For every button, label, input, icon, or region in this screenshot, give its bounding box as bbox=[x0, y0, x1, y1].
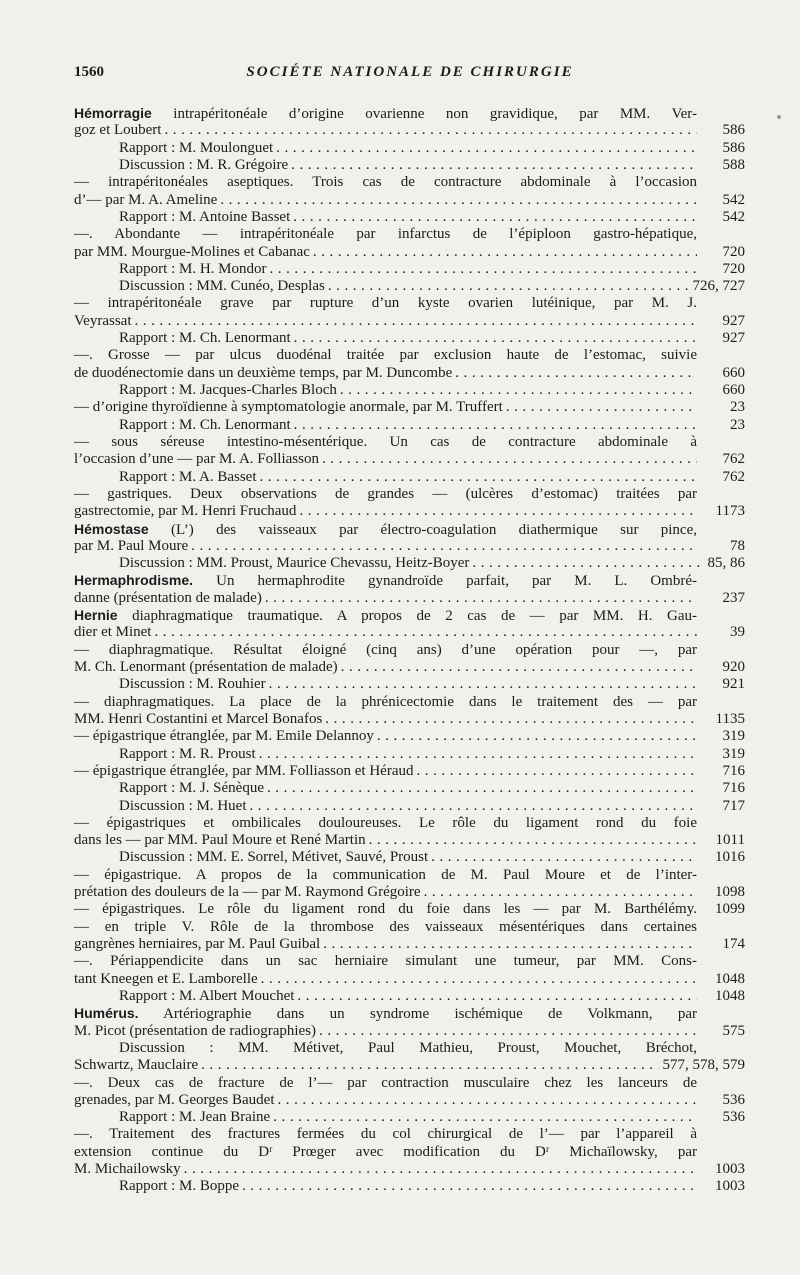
page-reference: 927 bbox=[722, 330, 745, 347]
entry-body: —. Périappendicite dans un sac herniaire simulant une tumeur, par MM. Cons- bbox=[74, 953, 697, 970]
dot-leader bbox=[257, 469, 698, 486]
index-line bbox=[74, 919, 697, 936]
entry-text bbox=[74, 1075, 697, 1092]
page-reference: 1173 bbox=[715, 503, 745, 520]
index-line bbox=[74, 226, 697, 243]
index-line bbox=[74, 1075, 697, 1092]
entry-body: prétation des douleurs de la — par M. Raymond Grégoire bbox=[74, 884, 421, 901]
dot-leader bbox=[262, 590, 697, 607]
page-reference: 660 bbox=[722, 382, 745, 398]
dot-leader bbox=[294, 988, 697, 1005]
dot-leader bbox=[290, 209, 697, 226]
entry-body: Artériographie dans un syndrome ischémique de Volkmann, par bbox=[138, 1006, 697, 1023]
entry-body: extension continue du Dʳ Prœger avec modification du Dʳ Michaïlowsky, par bbox=[74, 1143, 697, 1160]
entry-text bbox=[74, 105, 697, 123]
entry-body: Rapport : M. Ch. Lenormant bbox=[119, 416, 291, 433]
page-reference: 586 bbox=[722, 122, 745, 139]
dot-leader bbox=[374, 728, 697, 745]
dot-leader bbox=[264, 780, 697, 797]
entry-text bbox=[74, 521, 697, 539]
dot-leader bbox=[338, 659, 697, 676]
entry-body: diaphragmatique traumatique. A propos de 2 cas de — par MM. H. Gau- bbox=[117, 608, 697, 625]
page-reference: 1003 bbox=[715, 1161, 745, 1178]
page-reference: 575 bbox=[722, 1022, 745, 1039]
index-line bbox=[74, 936, 745, 953]
entry-body: — d’origine thyroïdienne à symptomatologie anormale, par M. Truffert bbox=[74, 399, 503, 416]
entry-body: — intrapéritonéale grave par rupture d’un kyste ovarien lutéinique, par M. J. bbox=[74, 295, 697, 312]
index-line bbox=[74, 451, 745, 468]
dot-leader bbox=[161, 122, 697, 139]
dot-leader bbox=[421, 884, 697, 901]
page-reference: 39 bbox=[730, 624, 745, 641]
running-title: SOCIÉTE NATIONALE DE CHIRURGIE bbox=[246, 64, 574, 80]
index-line bbox=[74, 676, 745, 693]
dot-leader bbox=[325, 278, 689, 295]
index-line bbox=[74, 399, 745, 416]
entry-keyword: Hémorragie bbox=[74, 105, 152, 121]
dot-leader bbox=[131, 313, 697, 330]
index-line bbox=[74, 884, 745, 901]
entry-body: Discussion : M. Huet bbox=[119, 797, 247, 814]
entry-text bbox=[74, 953, 697, 970]
index-line bbox=[74, 174, 697, 191]
index-line bbox=[74, 1109, 745, 1126]
index-line bbox=[74, 607, 697, 624]
index-line bbox=[74, 434, 697, 451]
entry-text bbox=[74, 295, 697, 312]
index-line bbox=[74, 953, 697, 970]
index-line bbox=[74, 867, 697, 884]
index-line bbox=[74, 243, 745, 261]
index-line bbox=[74, 364, 745, 382]
entry-body: Discussion : M. Rouhier bbox=[119, 676, 266, 693]
index-line bbox=[74, 745, 745, 763]
page-reference: 1048 bbox=[715, 970, 745, 987]
index-line bbox=[74, 642, 697, 659]
page-reference: 536 bbox=[722, 1109, 745, 1126]
index-line bbox=[74, 815, 697, 832]
index-line bbox=[74, 1126, 697, 1143]
index-line bbox=[74, 901, 745, 918]
index-line bbox=[74, 486, 697, 503]
index-entries bbox=[74, 105, 745, 1196]
dot-leader bbox=[428, 849, 697, 866]
entry-body: —. Deux cas de fracture de l’— par contraction musculaire chez les lanceurs de bbox=[74, 1074, 697, 1091]
dot-leader bbox=[310, 244, 697, 261]
index-line bbox=[74, 572, 697, 589]
index-line bbox=[74, 208, 745, 226]
page-reference: 319 bbox=[722, 745, 745, 762]
index-line bbox=[74, 278, 745, 295]
entry-body: Discussion : MM. Proust, Maurice Chevassu, Heitz-Boyer bbox=[119, 555, 470, 572]
entry-body: gastrectomie, par M. Henri Fruchaud bbox=[74, 503, 297, 520]
page-reference: 927 bbox=[722, 312, 745, 329]
dot-leader bbox=[503, 399, 697, 416]
index-line bbox=[74, 1144, 697, 1161]
page-reference: 588 bbox=[722, 156, 745, 173]
entry-body: dans les — par MM. Paul Moure et René Martin bbox=[74, 832, 366, 849]
entry-body: Rapport : M. Jean Braine bbox=[119, 1109, 271, 1126]
index-line bbox=[74, 970, 745, 988]
index-line bbox=[74, 105, 697, 122]
dot-leader bbox=[267, 261, 698, 278]
dot-leader bbox=[256, 746, 697, 763]
index-line bbox=[74, 521, 697, 538]
index-line bbox=[74, 589, 745, 607]
page-reference: 720 bbox=[722, 243, 745, 260]
page-reference: 536 bbox=[722, 1091, 745, 1108]
index-line bbox=[74, 832, 745, 849]
index-line bbox=[74, 555, 745, 572]
dot-leader bbox=[316, 1023, 697, 1040]
entry-body: Rapport : M. Jacques-Charles Bloch bbox=[119, 382, 337, 398]
entry-body: M. Picot (présentation de radiographies) bbox=[74, 1022, 317, 1039]
entry-text bbox=[74, 226, 697, 243]
entry-body: Discussion : MM. E. Sorrel, Métivet, Sauvé, Proust bbox=[119, 849, 429, 866]
index-line bbox=[74, 1178, 745, 1195]
entry-text bbox=[119, 1040, 697, 1057]
page-reference: 920 bbox=[722, 659, 745, 675]
entry-body: Rapport : M. Ch. Lenormant bbox=[119, 330, 291, 347]
index-line bbox=[74, 382, 745, 399]
index-line bbox=[74, 762, 745, 780]
entry-body: Rapport : M. A. Basset bbox=[119, 468, 257, 485]
dot-leader bbox=[266, 676, 697, 693]
page-reference: 1011 bbox=[715, 832, 745, 849]
entry-text bbox=[74, 642, 697, 659]
dot-leader bbox=[270, 1109, 697, 1126]
dot-leader bbox=[291, 330, 697, 347]
entry-body: — épigastrique. A propos de la communication de M. Paul Moure et de l’inter- bbox=[74, 866, 697, 883]
dot-leader bbox=[452, 365, 697, 382]
entry-body: —. Traitement des fractures fermées du col chirurgical de l’— par l’appareil à bbox=[74, 1126, 697, 1143]
dot-leader bbox=[414, 763, 698, 780]
dot-leader bbox=[320, 936, 697, 953]
page-reference: 921 bbox=[722, 676, 745, 693]
page-reference: 716 bbox=[722, 780, 745, 797]
index-line bbox=[74, 797, 745, 815]
page-reference: 542 bbox=[722, 208, 745, 225]
page-reference: 1003 bbox=[715, 1178, 745, 1195]
entry-text bbox=[74, 347, 697, 364]
entry-body: d’— par M. A. Ameline bbox=[74, 191, 218, 208]
entry-body: — sous séreuse intestino-mésentérique. Un cas de contracture abdominale à bbox=[74, 433, 697, 450]
index-line bbox=[74, 122, 745, 139]
entry-keyword: Hermaphrodisme. bbox=[74, 572, 194, 589]
index-line bbox=[74, 728, 745, 745]
index-line bbox=[74, 1022, 745, 1040]
index-line bbox=[74, 780, 745, 797]
entry-text bbox=[74, 867, 697, 884]
entry-body: — épigastrique étranglée, par MM. Folliasson et Héraud bbox=[74, 762, 414, 779]
page-reference: 319 bbox=[722, 728, 745, 745]
index-line bbox=[74, 849, 745, 866]
page-reference: 716 bbox=[722, 762, 745, 779]
entry-body: — épigastriques. Le rôle du ligament rond du foie dans les — par M. Barthélémy. bbox=[74, 901, 697, 918]
entry-keyword: Hémostase bbox=[74, 520, 149, 537]
entry-body: de duodénectomie dans un deuxième temps, par M. Duncombe bbox=[74, 364, 453, 381]
entry-body: (L’) des vaisseaux par électro-coagulation diathermique sur pince, bbox=[148, 521, 697, 538]
index-line bbox=[74, 139, 745, 157]
entry-body: grenades, par M. Georges Baudet bbox=[74, 1091, 275, 1108]
entry-body: — en triple V. Rôle de la thrombose des vaisseaux mésentériques dans certaines bbox=[74, 918, 697, 935]
entry-text bbox=[74, 1005, 697, 1023]
entry-text bbox=[74, 174, 697, 191]
entry-body: Rapport : M. Boppe bbox=[119, 1178, 239, 1195]
entry-body: — diaphragmatiques. La place de la phrénicectomie dans le traitement des — par bbox=[74, 693, 697, 710]
page-reference: 660 bbox=[722, 364, 745, 381]
entry-text bbox=[74, 919, 697, 936]
index-line bbox=[74, 295, 697, 312]
index-line bbox=[74, 710, 745, 728]
dot-leader bbox=[181, 1161, 697, 1178]
entry-body: Discussion : MM. Cunéo, Desplas bbox=[119, 278, 325, 295]
entry-keyword: Hernie bbox=[74, 607, 118, 624]
index-line bbox=[74, 503, 745, 520]
page-reference: 23 bbox=[730, 416, 745, 433]
page-reference: 1099 bbox=[715, 901, 745, 918]
entry-body: Un hermaphrodite gynandroïde parfait, par M. L. Ombré- bbox=[193, 573, 697, 590]
dot-leader bbox=[273, 140, 697, 157]
dot-leader bbox=[366, 832, 697, 849]
dot-leader bbox=[258, 971, 697, 988]
index-line bbox=[74, 1040, 697, 1057]
entry-body: goz et Loubert bbox=[74, 122, 162, 139]
entry-body: Rapport : M. R. Proust bbox=[119, 745, 256, 762]
page-reference: 542 bbox=[722, 191, 745, 208]
index-line bbox=[74, 1091, 745, 1109]
entry-body: MM. Henri Costantini et Marcel Bonafos bbox=[74, 710, 323, 727]
entry-body: Discussion : M. R. Grégoire bbox=[119, 156, 289, 173]
index-line bbox=[74, 694, 697, 711]
page-reference: 586 bbox=[722, 139, 745, 156]
entry-text bbox=[74, 572, 697, 590]
entry-body: Rapport : M. J. Sénèque bbox=[119, 780, 264, 797]
index-line bbox=[74, 416, 745, 434]
margin-speck bbox=[777, 115, 781, 119]
dot-leader bbox=[322, 711, 697, 728]
entry-body: intrapéritonéale d’origine ovarienne non gravidique, par MM. Ver- bbox=[151, 106, 697, 122]
page-reference: 577, 578, 579 bbox=[662, 1057, 745, 1074]
entry-text bbox=[74, 486, 697, 503]
index-line bbox=[74, 260, 745, 278]
index-line bbox=[74, 537, 745, 555]
page-reference: 762 bbox=[722, 468, 745, 485]
entry-body: Schwartz, Mauclaire bbox=[74, 1057, 199, 1074]
dot-leader bbox=[247, 798, 698, 815]
entry-text bbox=[74, 434, 697, 451]
dot-leader bbox=[151, 624, 697, 641]
page-reference: 717 bbox=[722, 797, 745, 814]
index-line bbox=[74, 468, 745, 486]
index-line bbox=[74, 1057, 745, 1074]
entry-body: — épigastriques et ombilicales douloureuses. Le rôle du ligament rond du foie bbox=[74, 814, 697, 831]
index-line bbox=[74, 156, 745, 174]
dot-leader bbox=[337, 382, 697, 399]
page-reference: 237 bbox=[722, 589, 745, 606]
dot-leader bbox=[319, 451, 697, 468]
entry-body: Veyrassat bbox=[74, 312, 132, 329]
index-line bbox=[74, 330, 745, 347]
entry-body: Rapport : M. Albert Mouchet bbox=[119, 987, 295, 1004]
entry-body: —. Abondante — intrapéritonéale par infarctus de l’épiploon gastro-hépatique, bbox=[74, 226, 697, 243]
entry-body: —. Grosse — par ulcus duodénal traitée par exclusion haute de l’estomac, suivie bbox=[74, 347, 697, 364]
dot-leader bbox=[239, 1178, 697, 1195]
dot-leader bbox=[288, 157, 697, 174]
page-reference: 85, 86 bbox=[707, 555, 745, 572]
page-reference: 174 bbox=[722, 936, 745, 952]
index-line bbox=[74, 347, 697, 364]
entry-body: Discussion : MM. Métivet, Paul Mathieu, Proust, Mouchet, Bréchot, bbox=[119, 1039, 697, 1056]
dot-leader bbox=[291, 417, 697, 434]
entry-body: Rapport : M. H. Mondor bbox=[119, 260, 267, 277]
entry-text bbox=[74, 1126, 697, 1143]
dot-leader bbox=[217, 192, 697, 209]
entry-body: — diaphragmatique. Résultat éloigné (cinq ans) d’une opération pour —, par bbox=[74, 641, 697, 658]
index-line bbox=[74, 1161, 745, 1178]
entry-text bbox=[74, 607, 697, 625]
page-reference: 23 bbox=[730, 399, 745, 416]
entry-text bbox=[74, 694, 697, 711]
index-line bbox=[74, 1005, 697, 1022]
index-line bbox=[74, 624, 745, 641]
entry-body: dier et Minet bbox=[74, 624, 152, 641]
dot-leader bbox=[275, 1092, 698, 1109]
index-line bbox=[74, 659, 745, 676]
entry-body: Rapport : M. Moulonguet bbox=[119, 139, 274, 156]
page-reference: 78 bbox=[730, 537, 745, 554]
page-reference: 726, 727 bbox=[692, 278, 745, 295]
entry-text bbox=[74, 901, 697, 918]
entry-body: Rapport : M. Antoine Basset bbox=[119, 208, 291, 225]
page-number: 1560 bbox=[74, 64, 104, 80]
entry-body: par M. Paul Moure bbox=[74, 537, 189, 554]
index-line bbox=[74, 987, 745, 1005]
index-line bbox=[74, 191, 745, 209]
page-reference: 762 bbox=[722, 451, 745, 468]
entry-body: gangrènes herniaires, par M. Paul Guibal bbox=[74, 936, 321, 952]
running-header bbox=[74, 64, 746, 86]
page-reference: 1016 bbox=[715, 849, 745, 866]
entry-body: par MM. Mourgue-Molines et Cabanac bbox=[74, 243, 310, 260]
page-reference: 720 bbox=[722, 260, 745, 277]
entry-text bbox=[74, 815, 697, 832]
dot-leader bbox=[198, 1057, 658, 1074]
entry-body: — intrapéritonéales aseptiques. Trois cas de contracture abdominale à l’occasion bbox=[74, 174, 697, 191]
entry-body: tant Kneegen et E. Lamborelle bbox=[74, 970, 258, 987]
page-reference: 1098 bbox=[715, 884, 745, 901]
entry-body: M. Michailowsky bbox=[74, 1161, 181, 1178]
dot-leader bbox=[296, 503, 697, 520]
dot-leader bbox=[469, 555, 703, 572]
entry-text bbox=[74, 1144, 697, 1161]
entry-body: — épigastrique étranglée, par M. Emile Delannoy bbox=[74, 728, 374, 745]
entry-body: M. Ch. Lenormant (présentation de malade) bbox=[74, 659, 338, 675]
index-line bbox=[74, 312, 745, 330]
entry-keyword: Humérus. bbox=[74, 1005, 139, 1022]
entry-body: — gastriques. Deux observations de grandes — (ulcères d’estomac) traitées par bbox=[74, 485, 697, 502]
page-reference: 1135 bbox=[715, 710, 745, 727]
dot-leader bbox=[188, 538, 697, 555]
entry-body: l’occasion d’une — par M. A. Folliasson bbox=[74, 451, 319, 468]
page-reference: 1048 bbox=[715, 987, 745, 1004]
entry-body: danne (présentation de malade) bbox=[74, 589, 262, 606]
